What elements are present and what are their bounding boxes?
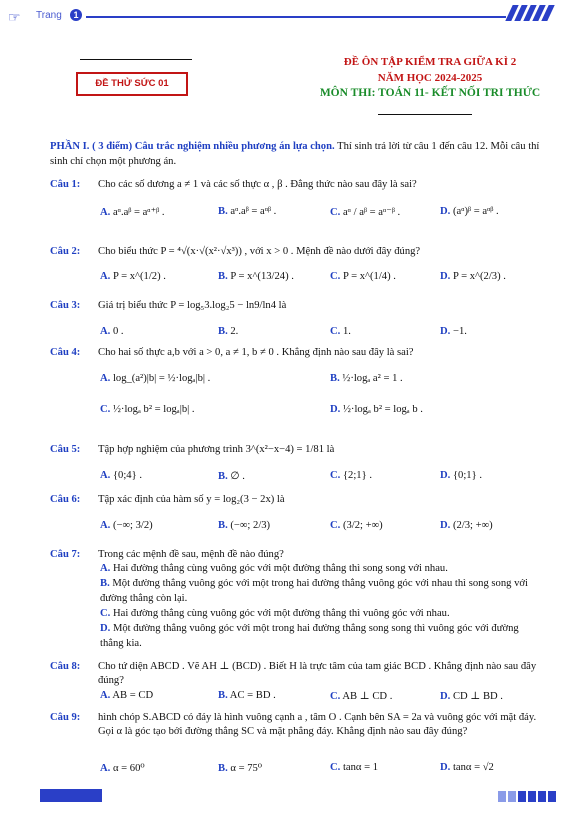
question-9: Câu 9: hình chóp S.ABCD có đáy là hình vuông cạnh a , tâm O . Cạnh bên SA = 2a và vuông góc với mặt đáy. Gọi α là góc tạo bởi đường thẳng SC và mặt phẳng đáy. Khẳng định nào sau đây đúng?: [50, 712, 537, 737]
q5-option-c: C. {2;1} .: [330, 470, 372, 481]
header-stripes-icon: [506, 5, 566, 21]
question-text: Giá trị biểu thức P = log₅3.log₂5 − ln9/ln4 là: [98, 300, 287, 311]
q1-option-b: B. aᵅ.aᵝ = aᵅᵝ .: [218, 206, 277, 217]
footer-bar: [40, 789, 102, 802]
subject-title: MÔN THI: TOÁN 11- KẾT NỐI TRI THỨC: [319, 87, 541, 99]
right-title-rule: [378, 114, 472, 115]
q5-option-b: B. ∅ .: [218, 471, 245, 482]
q9-option-d: D. tanα = √2: [440, 762, 494, 773]
q3-option-d: D. −1.: [440, 326, 467, 337]
q2-option-a: A. P = x^(1/2) .: [100, 271, 166, 282]
section-intro: [50, 140, 540, 169]
q7-option-d: D. Một đường thẳng vuông góc với một trong hai đường thẳng song song thì vuông góc với đường thẳng kia.: [100, 623, 519, 649]
q7-option-a: A. Hai đường thẳng cùng vuông góc với một đường thẳng thì song song với nhau.: [100, 563, 448, 574]
question-text: Tập hợp nghiệm của phương trình 3^(x²−x−4) = 1/81 là: [98, 444, 335, 455]
q3-option-a: A. 0 .: [100, 326, 124, 337]
q8-option-c: C. AB ⊥ CD .: [330, 691, 393, 702]
page-label: Trang: [36, 10, 62, 21]
q3-option-c: C. 1.: [330, 326, 351, 337]
q7-option-c: C. Hai đường thẳng cùng vuông góc với một đường thẳng thì vuông góc với nhau.: [100, 608, 450, 619]
question-text: Cho tứ diện ABCD . Vẽ AH ⊥ (BCD) . Biết H là trực tâm của tam giác BCD . Khẳng định nào sau đây đúng?: [98, 661, 537, 686]
question-text: Tập xác định của hàm số y = log₂(3 − 2x) là: [98, 494, 285, 505]
q1-option-c: C. aᵅ / aᵝ = aᵅ⁻ᵝ .: [330, 207, 401, 218]
footer-pattern-icon: [498, 789, 568, 802]
left-title-rule: [80, 59, 192, 60]
q2-option-c: C. P = x^(1/4) .: [330, 271, 396, 282]
school-year: NĂM HỌC 2024-2025: [377, 72, 483, 84]
question-8: Câu 8: Cho tứ diện ABCD . Vẽ AH ⊥ (BCD) . Biết H là trực tâm của tam giác BCD . Khẳng định nào sau đây đúng?: [50, 661, 537, 686]
q2-option-d: D. P = x^(2/3) .: [440, 271, 506, 282]
q9-option-c: C. tanα = 1: [330, 762, 379, 773]
q4-option-a: A. log_(a²)|b| = ½·logₐ|b| .: [100, 373, 211, 384]
exam-title: ĐỀ ÔN TẬP KIỂM TRA GIỮA KÌ 2: [343, 56, 517, 68]
section-heading: PHẦN I. ( 3 điểm) Câu trắc nghiệm nhiều phương án lựa chọn.: [50, 141, 335, 152]
q4-option-c: C. ½·logₐ b² = logₐ|b| .: [100, 404, 195, 415]
q1-option-d: D. (aᵅ)ᵝ = aᵅᵝ .: [440, 206, 499, 217]
q9-option-a: A. α = 60⁰: [100, 763, 145, 774]
question-7: Câu 7: Trong các mệnh đề sau, mệnh đề nào đúng?: [50, 549, 284, 560]
q5-option-d: D. {0;1} .: [440, 470, 482, 481]
q6-option-b: B. (−∞; 2/3): [218, 520, 271, 531]
q3-option-b: B. 2.: [218, 326, 239, 337]
question-6: Câu 6: Tập xác định của hàm số y = log₂(3 − 2x) là: [50, 494, 285, 505]
q5-option-a: A. {0;4} .: [100, 470, 142, 481]
exam-badge: ĐỀ THỬ SỨC 01: [76, 72, 188, 96]
question-text: Cho biểu thức P = ⁴√(x·√(x²·√x³)) , với x > 0 . Mệnh đề nào dưới đây đúng?: [98, 246, 421, 257]
section-instructions: Thí sinh trả lời từ câu 1 đến câu 12. Mỗi câu thí sinh chỉ chọn một phương án.: [50, 141, 540, 167]
header-rule: [86, 16, 506, 18]
q9-option-b: B. α = 75⁰: [218, 763, 263, 774]
q8-option-d: D. CD ⊥ BD .: [440, 691, 503, 702]
question-3: Câu 3: Giá trị biểu thức P = log₅3.log₂5 − ln9/ln4 là: [50, 300, 287, 311]
q8-option-a: A. AB = CD: [100, 690, 154, 701]
question-text: Cho hai số thực a,b với a > 0, a ≠ 1, b ≠ 0 . Khẳng định nào sau đây là sai?: [98, 347, 414, 358]
question-text: Cho các số dương a ≠ 1 và các số thực α , β . Đẳng thức nào sau đây là sai?: [98, 179, 417, 190]
q4-option-b: B. ½·logₐ a² = 1 .: [330, 373, 403, 384]
q6-option-a: A. (−∞; 3/2): [100, 520, 153, 531]
q1-option-a: A. aᵅ.aᵝ = aᵅ⁺ᵝ .: [100, 207, 165, 218]
q4-option-d: D. ½·logₐ b² = logₐ b .: [330, 404, 423, 415]
q6-option-d: D. (2/3; +∞): [440, 520, 493, 531]
q2-option-b: B. P = x^(13/24) .: [218, 271, 294, 282]
question-2: Câu 2: Cho biểu thức P = ⁴√(x·√(x²·√x³)) , với x > 0 . Mệnh đề nào dưới đây đúng?: [50, 246, 421, 257]
page-number-badge: 1: [70, 9, 82, 21]
q8-option-b: B. AC = BD .: [218, 690, 276, 701]
q7-option-b: B. Một đường thẳng vuông góc với một trong hai đường thẳng vuông góc với nhau thì song song với đường thẳng còn lại.: [100, 578, 528, 604]
question-text: hình chóp S.ABCD có đáy là hình vuông cạnh a , tâm O . Cạnh bên SA = 2a và vuông góc với mặt đáy. Gọi α là góc tạo bởi đường thẳng SC và mặt phẳng đáy. Khẳng định nào sau đây đúng?: [98, 712, 537, 737]
question-1: Câu 1: Cho các số dương a ≠ 1 và các số thực α , β . Đẳng thức nào sau đây là sai?: [50, 179, 417, 190]
q6-option-c: C. (3/2; +∞): [330, 520, 383, 531]
question-text: Trong các mệnh đề sau, mệnh đề nào đúng?: [98, 549, 284, 560]
question-4: Câu 4: Cho hai số thực a,b với a > 0, a ≠ 1, b ≠ 0 . Khẳng định nào sau đây là sai?: [50, 347, 414, 358]
pointing-hand-icon: ☞: [8, 9, 21, 25]
question-5: Câu 5: Tập hợp nghiệm của phương trình 3^(x²−x−4) = 1/81 là: [50, 444, 335, 455]
